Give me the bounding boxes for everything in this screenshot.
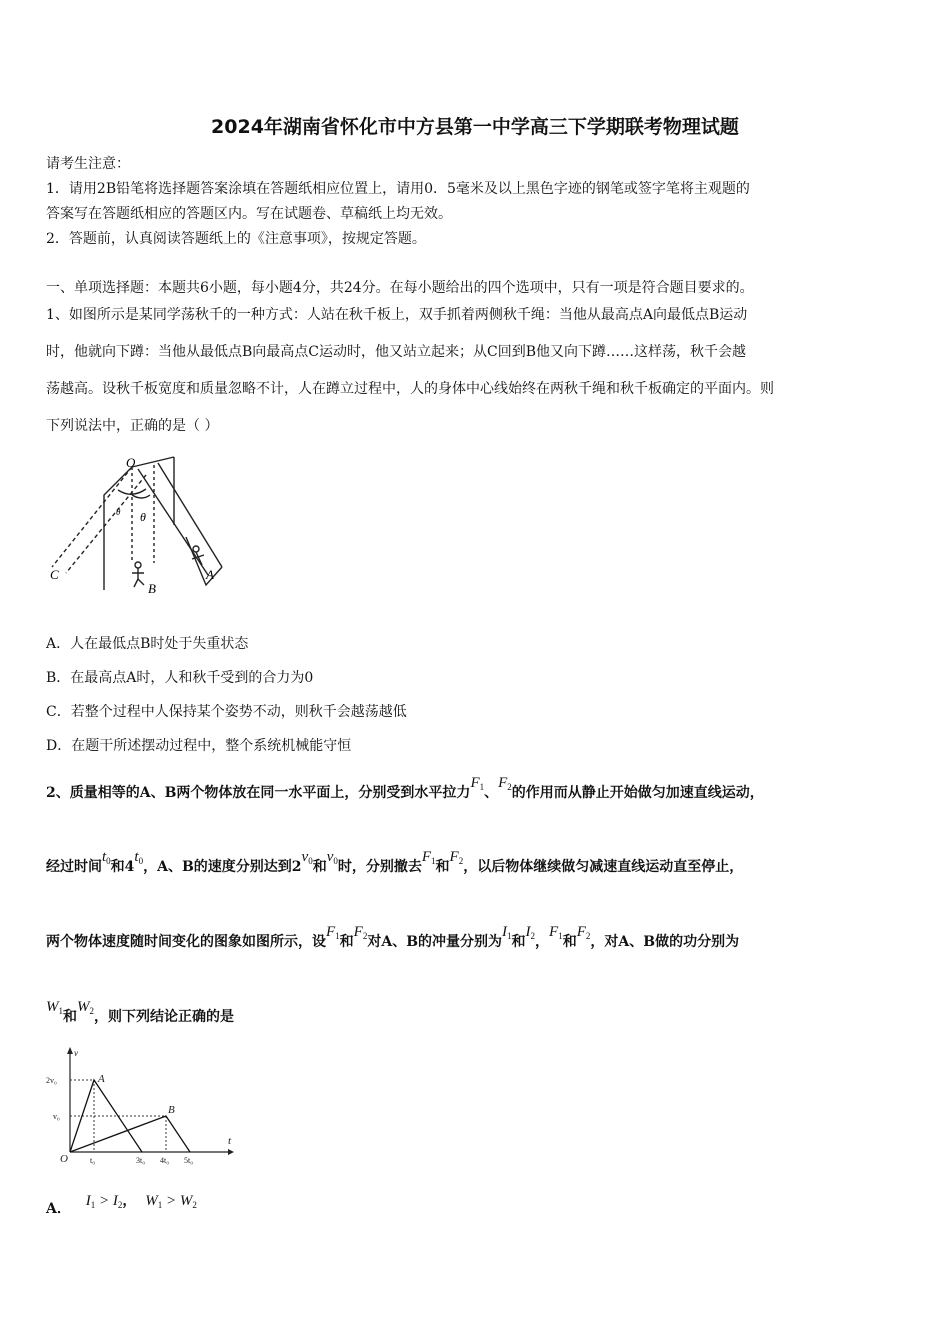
q2-l3-a: 两个物体速度随时间变化的图象如图所示，设 (46, 934, 326, 950)
option-a-sep: ， (122, 1193, 137, 1209)
x-tick-4t0: 4t₀ (160, 1156, 170, 1165)
option-a-i-relation: $I_1 > I_2$ (85, 1193, 123, 1210)
person-b-body (132, 568, 144, 587)
f2-symbol-4: $F_2$ (576, 924, 591, 941)
axis-label-t: t (228, 1135, 232, 1147)
w1-symbol: $W_1$ (46, 999, 63, 1016)
q2-line2 (46, 849, 744, 876)
point-label-a: A (98, 1073, 105, 1085)
f2-symbol-3: $F_2$ (353, 924, 368, 941)
section-heading: 一、单项选择题：本题共6小题，每小题4分，共24分。在每小题给出的四个选项中，只有一项是符合题目要求的。 (46, 280, 754, 296)
option-a-label: A． (46, 1201, 71, 1217)
q2-l3-f: 和 (562, 934, 577, 950)
notice-heading: 请考生注意： (46, 156, 130, 172)
q2-l2-e: 时，分别撤去 (337, 859, 422, 875)
q1-stem-line1: 1、如图所示是某同学荡秋千的一种方式：人站在秋千板上，双手抓着两侧秋千绳：当他从最高点A向最低点B运动 (46, 307, 748, 323)
label-theta-2: θ (140, 510, 146, 524)
v0-symbol-2: $v_0$ (326, 849, 338, 866)
notice-item-1b: 答案写在答题纸相应的答题区内。写在试题卷、草稿纸上均无效。 (46, 206, 452, 222)
q2-l3-e: ， (535, 934, 550, 950)
q2-l4-c: ，则下列结论正确的是 (94, 1009, 234, 1025)
label-theta-1: θ (116, 507, 121, 517)
f1-symbol-4: $F_1$ (549, 924, 563, 941)
q2-l3-c: 对A、B的冲量分别为 (367, 934, 503, 950)
person-a-head (193, 546, 199, 552)
q1-option-d: D．在题干所述摆动过程中，整个系统机械能守恒 (46, 738, 352, 754)
q1-stem-line3: 荡越高。设秋千板宽度和质量忽略不计，人在蹲立过程中，人的身体中心线始终在两秋千绳和秋千板确定的平面内。则 (46, 381, 774, 397)
f2-symbol-2: $F_2$ (449, 849, 464, 866)
swing-seat-a (186, 537, 222, 585)
origin-label: O (60, 1153, 68, 1165)
v0-symbol: $v_0$ (301, 849, 313, 866)
f1-symbol: $F_1$ (470, 775, 485, 792)
label-o: O (126, 455, 136, 470)
swing-beam (132, 457, 174, 467)
i2-symbol: $I_2$ (525, 924, 536, 941)
q2-l3-d: 和 (511, 934, 526, 950)
notice-item-1a: 1．请用2B铅笔将选择题答案涂填在答题纸相应位置上，请用0．5毫米及以上黑色字迹的钢笔或签字笔将主观题的 (46, 181, 750, 197)
option-a-w-relation: $W_1 > W_2$ (145, 1193, 197, 1210)
q1-option-a: A．人在最低点B时处于失重状态 (46, 636, 249, 652)
notice-item-2: 2．答题前，认真阅读答题纸上的《注意事项》，按规定答题。 (46, 231, 426, 247)
i1-symbol: $I_1$ (502, 924, 512, 941)
x-tick-3t0: 3t₀ (136, 1156, 146, 1165)
w2-symbol: $W_2$ (77, 999, 94, 1016)
q2-l4-b: 和 (63, 1009, 77, 1025)
f1-symbol-3: $F_1$ (326, 924, 340, 941)
q2-l3-b: 和 (339, 934, 354, 950)
q2-l1-sep: 、 (484, 785, 499, 801)
q1-option-b: B．在最高点A时，人和秋千受到的合力为0 (46, 670, 314, 686)
swing-rope-a (138, 469, 208, 575)
q2-line4 (46, 999, 234, 1026)
q2-l1-b: 的作用而从静止开始做匀加速直线运动， (511, 785, 764, 801)
q2-l2-c: ，A、B的速度分别达到2 (143, 859, 302, 875)
v-axis-arrow (67, 1047, 73, 1054)
label-a: A (206, 567, 214, 582)
x-tick-5t0: 5t₀ (184, 1156, 194, 1165)
swing-rope-c2 (66, 475, 146, 573)
page-title: 2024年湖南省怀化市中方县第一中学高三下学期联考物理试题 (211, 116, 739, 138)
t0-symbol-2: $t_0$ (134, 849, 144, 866)
swing-figure (46, 455, 236, 605)
point-label-b: B (168, 1104, 175, 1116)
q2-l2-f: 和 (435, 859, 450, 875)
person-b-head (135, 562, 141, 568)
label-c: C (50, 567, 59, 582)
t-axis-arrow (228, 1149, 234, 1155)
y-tick-2v0: 2v₀ (46, 1076, 57, 1085)
q1-stem-line4: 下列说法中，正确的是（ ） (46, 418, 219, 434)
f1-symbol-2: $F_1$ (421, 849, 436, 866)
axis-label-v: v (74, 1048, 78, 1058)
t0-symbol: $t_0$ (102, 849, 111, 866)
q1-stem-line2: 时，他就向下蹲：当他从最低点B向最高点C运动时，他又站立起来；从C回到B他又向下蹲……这样荡，秋千会越 (46, 344, 746, 360)
q2-line1 (46, 775, 764, 802)
q2-l1-a: 2、质量相等的A、B两个物体放在同一水平面上，分别受到水平拉力 (46, 785, 471, 801)
q2-option-a (46, 1190, 197, 1217)
y-tick-v0: v₀ (53, 1112, 60, 1121)
q2-l2-d: 和 (312, 859, 327, 875)
q2-l3-g: ，对A、B做的功分别为 (590, 934, 740, 950)
q2-l2-a: 经过时间 (46, 859, 102, 875)
velocity-time-graph (44, 1044, 236, 1170)
label-b: B (148, 581, 156, 596)
x-tick-t0: t₀ (90, 1156, 96, 1165)
f2-symbol: $F_2$ (498, 775, 512, 792)
q1-option-c: C．若整个过程中人保持某个姿势不动，则秋千会越荡越低 (46, 704, 407, 720)
swing-rope-c (52, 467, 132, 567)
q2-line3 (46, 924, 740, 951)
angle-arc-2 (132, 495, 150, 498)
q2-l2-g: ，以后物体继续做匀减速直线运动直至停止， (463, 859, 744, 875)
q2-l2-b: 和4 (110, 859, 135, 875)
